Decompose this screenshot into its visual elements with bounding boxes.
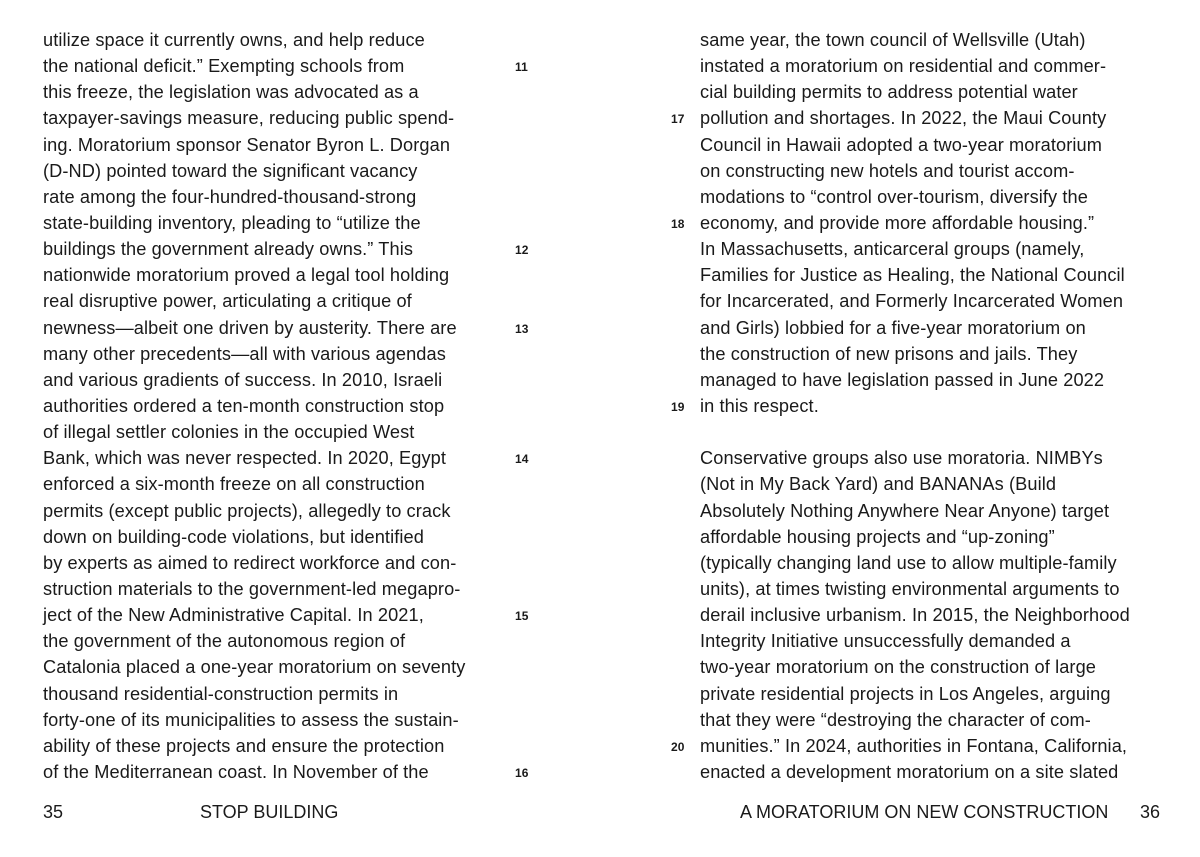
text-line: [43, 53, 528, 79]
line-text: this freeze, the legislation was advocated as a: [43, 82, 419, 103]
text-line: [700, 341, 1170, 367]
line-text: thousand residential-construction permits in: [43, 683, 399, 704]
text-line: [43, 654, 513, 680]
text-line: [700, 184, 1170, 210]
line-text: of the Mediterranean coast. In November of the: [43, 761, 429, 782]
line-text: permits (except public projects), allegedly to crack: [43, 500, 451, 521]
line-text: ing. Moratorium sponsor Senator Byron L. Dorgan: [43, 134, 451, 155]
line-text: units), at times twisting environmental arguments to: [700, 578, 1120, 599]
line-text: two-year moratorium on the construction of large: [700, 657, 1097, 678]
text-line: [700, 707, 1170, 733]
line-text: struction materials to the government-led megapro-: [43, 578, 461, 599]
text-line: [43, 79, 513, 105]
line-text: Catalonia placed a one-year moratorium on seventy: [43, 657, 466, 678]
text-line: [671, 105, 1170, 131]
text-line: [700, 524, 1170, 550]
line-text: private residential projects in Los Angeles, arguing: [700, 683, 1111, 704]
line-number-marker: 13: [515, 321, 529, 336]
line-text: affordable housing projects and “up-zoning”: [700, 526, 1055, 547]
text-line: [700, 367, 1170, 393]
text-line: [43, 27, 513, 53]
text-line: [700, 315, 1170, 341]
text-line: [43, 393, 513, 419]
text-line: [43, 132, 513, 158]
line-number-marker: 11: [515, 60, 528, 75]
line-text: many other precedents—all with various agendas: [43, 343, 446, 364]
text-line: [700, 27, 1170, 53]
line-number-marker: 12: [515, 243, 529, 258]
line-text: (Not in My Back Yard) and BANANAs (Build: [700, 474, 1057, 495]
line-text: and Girls) lobbied for a five-year moratorium on: [700, 317, 1086, 338]
text-line: [700, 759, 1170, 785]
line-text: modations to “control over-tourism, diversify the: [700, 186, 1088, 207]
text-line: [671, 393, 1170, 419]
text-line: [43, 367, 513, 393]
text-line: [700, 236, 1170, 262]
line-text: real disruptive power, articulating a critique of: [43, 291, 412, 312]
line-text: that they were “destroying the character of com-: [700, 709, 1091, 730]
text-line: [43, 105, 513, 131]
text-line: [700, 602, 1170, 628]
line-text: taxpayer-savings measure, reducing public spend-: [43, 108, 455, 129]
line-number-marker: 18: [671, 216, 685, 231]
text-line: [700, 53, 1170, 79]
line-text: economy, and provide more affordable housing.”: [700, 212, 1095, 233]
line-text: utilize space it currently owns, and help reduce: [43, 30, 425, 50]
right-running-head: A MORATORIUM ON NEW CONSTRUCTION: [740, 802, 1109, 822]
text-line: [700, 262, 1170, 288]
line-text: pollution and shortages. In 2022, the Maui County: [700, 108, 1107, 129]
text-line: [43, 550, 513, 576]
line-text: for Incarcerated, and Formerly Incarcerated Women: [700, 291, 1124, 312]
text-line: [700, 288, 1170, 314]
left-running-head: STOP BUILDING: [200, 802, 339, 822]
line-text: enforced a six-month freeze on all construction: [43, 474, 425, 495]
line-text: newness—albeit one driven by austerity. There are: [43, 317, 457, 338]
line-text: cial building permits to address potential water: [700, 82, 1078, 103]
line-number-marker: 16: [515, 765, 529, 780]
line-text: authorities ordered a ten-month construction stop: [43, 395, 445, 416]
text-line: [700, 498, 1170, 524]
line-text: In Massachusetts, anticarceral groups (namely,: [700, 239, 1085, 260]
line-text: rate among the four-hundred-thousand-strong: [43, 186, 417, 207]
line-text: state-building inventory, pleading to “utilize the: [43, 212, 421, 233]
line-text: nationwide moratorium proved a legal tool holding: [43, 265, 450, 286]
text-line: [43, 341, 513, 367]
line-text: in this respect.: [700, 395, 819, 416]
line-text: derail inclusive urbanism. In 2015, the Neighborhood: [700, 605, 1130, 626]
text-line: [43, 602, 529, 628]
text-line: [43, 733, 513, 759]
line-text: munities.” In 2024, authorities in Fontana, California,: [700, 735, 1128, 756]
text-line: [700, 79, 1170, 105]
text-line: [700, 471, 1170, 497]
text-line: [43, 576, 513, 602]
line-number-marker: 14: [515, 452, 529, 467]
line-text: buildings the government already owns.” This: [43, 239, 414, 260]
text-line: [43, 236, 529, 262]
text-line: [43, 158, 513, 184]
text-line: [700, 445, 1170, 471]
line-number-marker: 19: [671, 399, 685, 414]
text-line: [43, 524, 513, 550]
line-text: by experts as aimed to redirect workforce and con-: [43, 552, 457, 573]
text-line: [43, 184, 513, 210]
line-text: of illegal settler colonies in the occupied West: [43, 422, 415, 443]
text-line: [700, 576, 1170, 602]
text-line: [43, 210, 513, 236]
right-page: [600, 0, 1200, 857]
line-text: Conservative groups also use moratoria. NIMBYs: [700, 448, 1103, 469]
text-line: [700, 158, 1170, 184]
text-line: [700, 654, 1170, 680]
text-line: [43, 628, 513, 654]
text-line: [43, 707, 513, 733]
text-line: [671, 733, 1170, 759]
line-text: and various gradients of success. In 2010, Israeli: [43, 369, 443, 390]
text-line: [43, 288, 513, 314]
line-number-marker: 20: [671, 739, 685, 754]
line-text: managed to have legislation passed in June 2022: [700, 369, 1105, 390]
line-number-marker: 15: [515, 609, 529, 624]
text-line: [700, 132, 1170, 158]
text-line: [43, 498, 513, 524]
line-text: Absolutely Nothing Anywhere Near Anyone) target: [700, 500, 1110, 521]
line-text: Families for Justice as Healing, the National Council: [700, 265, 1125, 286]
text-line: [43, 445, 529, 471]
line-text: (D-ND) pointed toward the significant vacancy: [43, 160, 418, 181]
text-line: [43, 419, 513, 445]
text-line: [43, 681, 513, 707]
line-text: instated a moratorium on residential and commer-: [700, 56, 1107, 77]
text-line: [700, 628, 1170, 654]
text-line: [700, 550, 1170, 576]
text-line: [700, 681, 1170, 707]
right-page-number: 36: [1140, 802, 1161, 822]
paragraph-break: [700, 419, 1170, 445]
line-text: ability of these projects and ensure the protection: [43, 735, 445, 756]
left-body-text: [43, 27, 529, 785]
text-line: [43, 315, 529, 341]
line-text: the government of the autonomous region of: [43, 631, 406, 652]
line-text: Council in Hawaii adopted a two-year moratorium: [700, 134, 1102, 155]
text-line: [43, 759, 529, 785]
right-body-text: [671, 27, 1170, 785]
line-text: the national deficit.” Exempting schools from: [43, 56, 405, 77]
line-text: the construction of new prisons and jails. They: [700, 343, 1078, 364]
line-text: (typically changing land use to allow multiple-family: [700, 552, 1117, 573]
left-page-number: 35: [43, 802, 64, 822]
line-text: Bank, which was never respected. In 2020, Egypt: [43, 448, 447, 469]
line-text: same year, the town council of Wellsville (Utah): [700, 30, 1086, 50]
line-number-marker: 17: [671, 112, 685, 127]
text-line: [43, 262, 513, 288]
line-text: Integrity Initiative unsuccessfully demanded a: [700, 631, 1071, 652]
line-text: on constructing new hotels and tourist accom-: [700, 160, 1075, 181]
line-text: enacted a development moratorium on a site slated: [700, 761, 1119, 782]
line-text: down on building-code violations, but identified: [43, 526, 424, 547]
line-text: forty-one of its municipalities to assess the sustain-: [43, 709, 459, 730]
text-line: [43, 471, 513, 497]
line-text: ject of the New Administrative Capital. In 2021,: [43, 605, 424, 626]
text-line: [671, 210, 1170, 236]
